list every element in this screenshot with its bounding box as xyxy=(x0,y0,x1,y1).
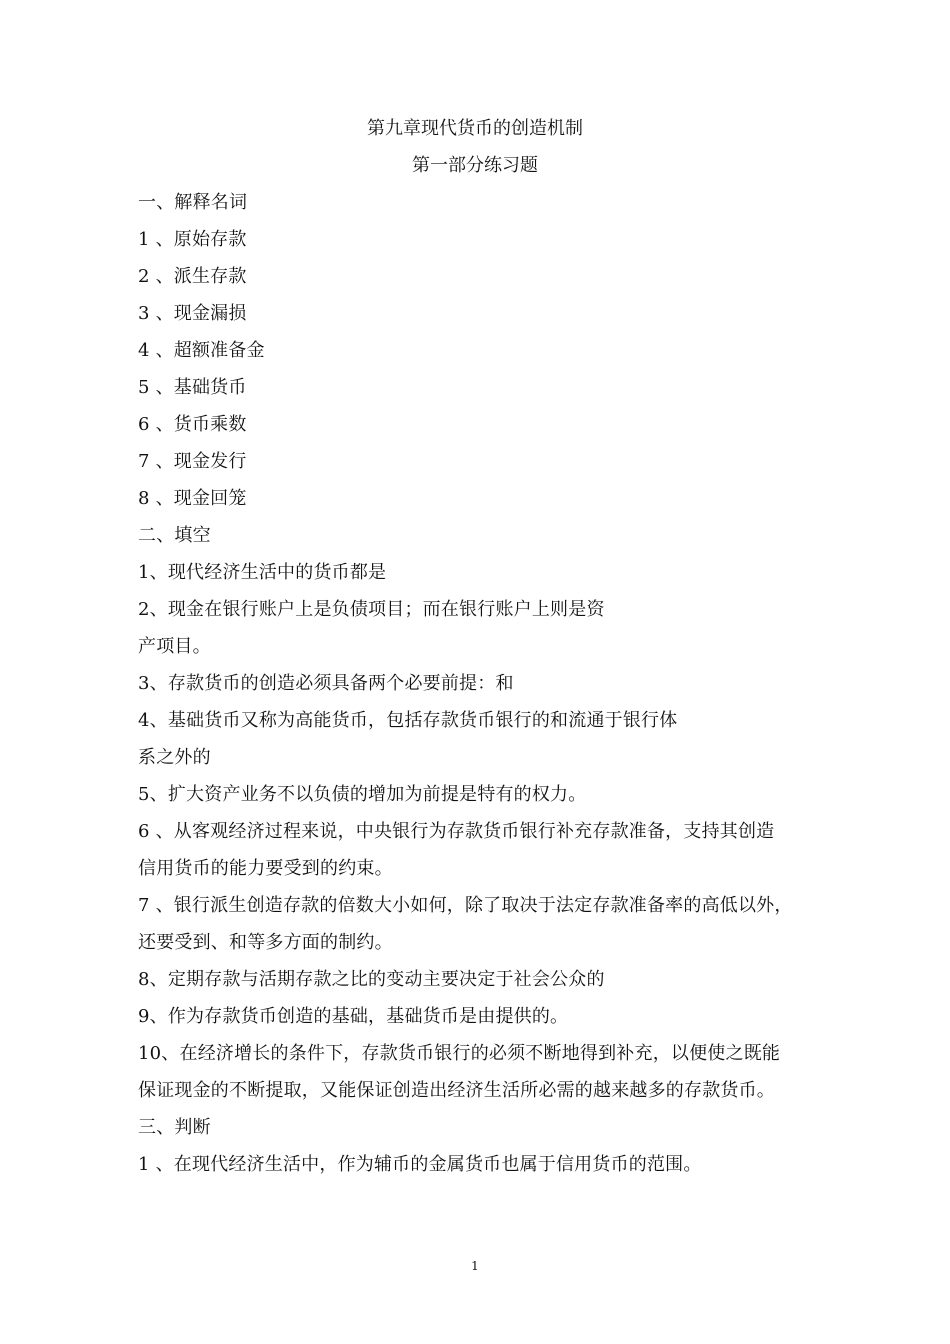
fill-blank-item: 6 、从客观经济过程来说，中央银行为存款货币银行补充存款准备，支持其创造 xyxy=(138,821,775,842)
fill-blank-item: 8、定期存款与活期存款之比的变动主要决定于社会公众的 xyxy=(138,969,605,990)
fill-blank-item: 5、扩大资产业务不以负债的增加为前提是特有的权力。 xyxy=(138,784,587,805)
definition-item: 2 、派生存款 xyxy=(138,266,247,287)
chapter-title: 第九章现代货币的创造机制 xyxy=(367,118,583,139)
section-heading-judgment: 三、判断 xyxy=(138,1117,211,1138)
document-body xyxy=(138,191,828,1190)
fill-blank-item: 7 、银行派生创造存款的倍数大小如何，除了取决于法定存款准备率的高低以外， xyxy=(138,895,793,916)
fill-blank-item: 4、基础货币又称为高能货币，包括存款货币银行的和流通于银行体 xyxy=(138,710,678,731)
definition-item: 1 、原始存款 xyxy=(138,229,247,250)
definition-item: 4 、超额准备金 xyxy=(138,340,265,361)
fill-blank-item-continuation: 系之外的 xyxy=(138,747,211,768)
fill-blank-item-continuation: 保证现金的不断提取，又能保证创造出经济生活所必需的越来越多的存款货币。 xyxy=(138,1080,775,1101)
fill-blank-item: 1、现代经济生活中的货币都是 xyxy=(138,562,387,583)
fill-blank-item: 2、现金在银行账户上是负债项目；而在银行账户上则是资 xyxy=(138,599,605,620)
fill-blank-item-continuation: 产项目。 xyxy=(138,636,211,657)
section-heading-fill-blank: 二、填空 xyxy=(138,525,211,546)
definition-item: 5 、基础货币 xyxy=(138,377,247,398)
fill-blank-item: 10、在经济增长的条件下，存款货币银行的必须不断地得到补充，以便使之既能 xyxy=(138,1043,781,1064)
definition-item: 7 、现金发行 xyxy=(138,451,247,472)
fill-blank-item-continuation: 信用货币的能力要受到的约束。 xyxy=(138,858,393,879)
page-number: 1 xyxy=(471,1259,479,1273)
section-subtitle: 第一部分练习题 xyxy=(412,155,538,176)
section-heading-definitions: 一、解释名词 xyxy=(138,192,248,213)
definition-item: 8 、现金回笼 xyxy=(138,488,247,509)
definition-item: 6 、货币乘数 xyxy=(138,414,247,435)
fill-blank-item: 9、作为存款货币创造的基础，基础货币是由提供的。 xyxy=(138,1006,569,1027)
fill-blank-item: 3、存款货币的创造必须具备两个必要前提：和 xyxy=(138,673,514,694)
fill-blank-item-continuation: 还要受到、和等多方面的制约。 xyxy=(138,932,393,953)
definition-item: 3 、现金漏损 xyxy=(138,303,247,324)
judgment-item: 1 、在现代经济生活中，作为辅币的金属货币也属于信用货币的范围。 xyxy=(138,1154,702,1175)
